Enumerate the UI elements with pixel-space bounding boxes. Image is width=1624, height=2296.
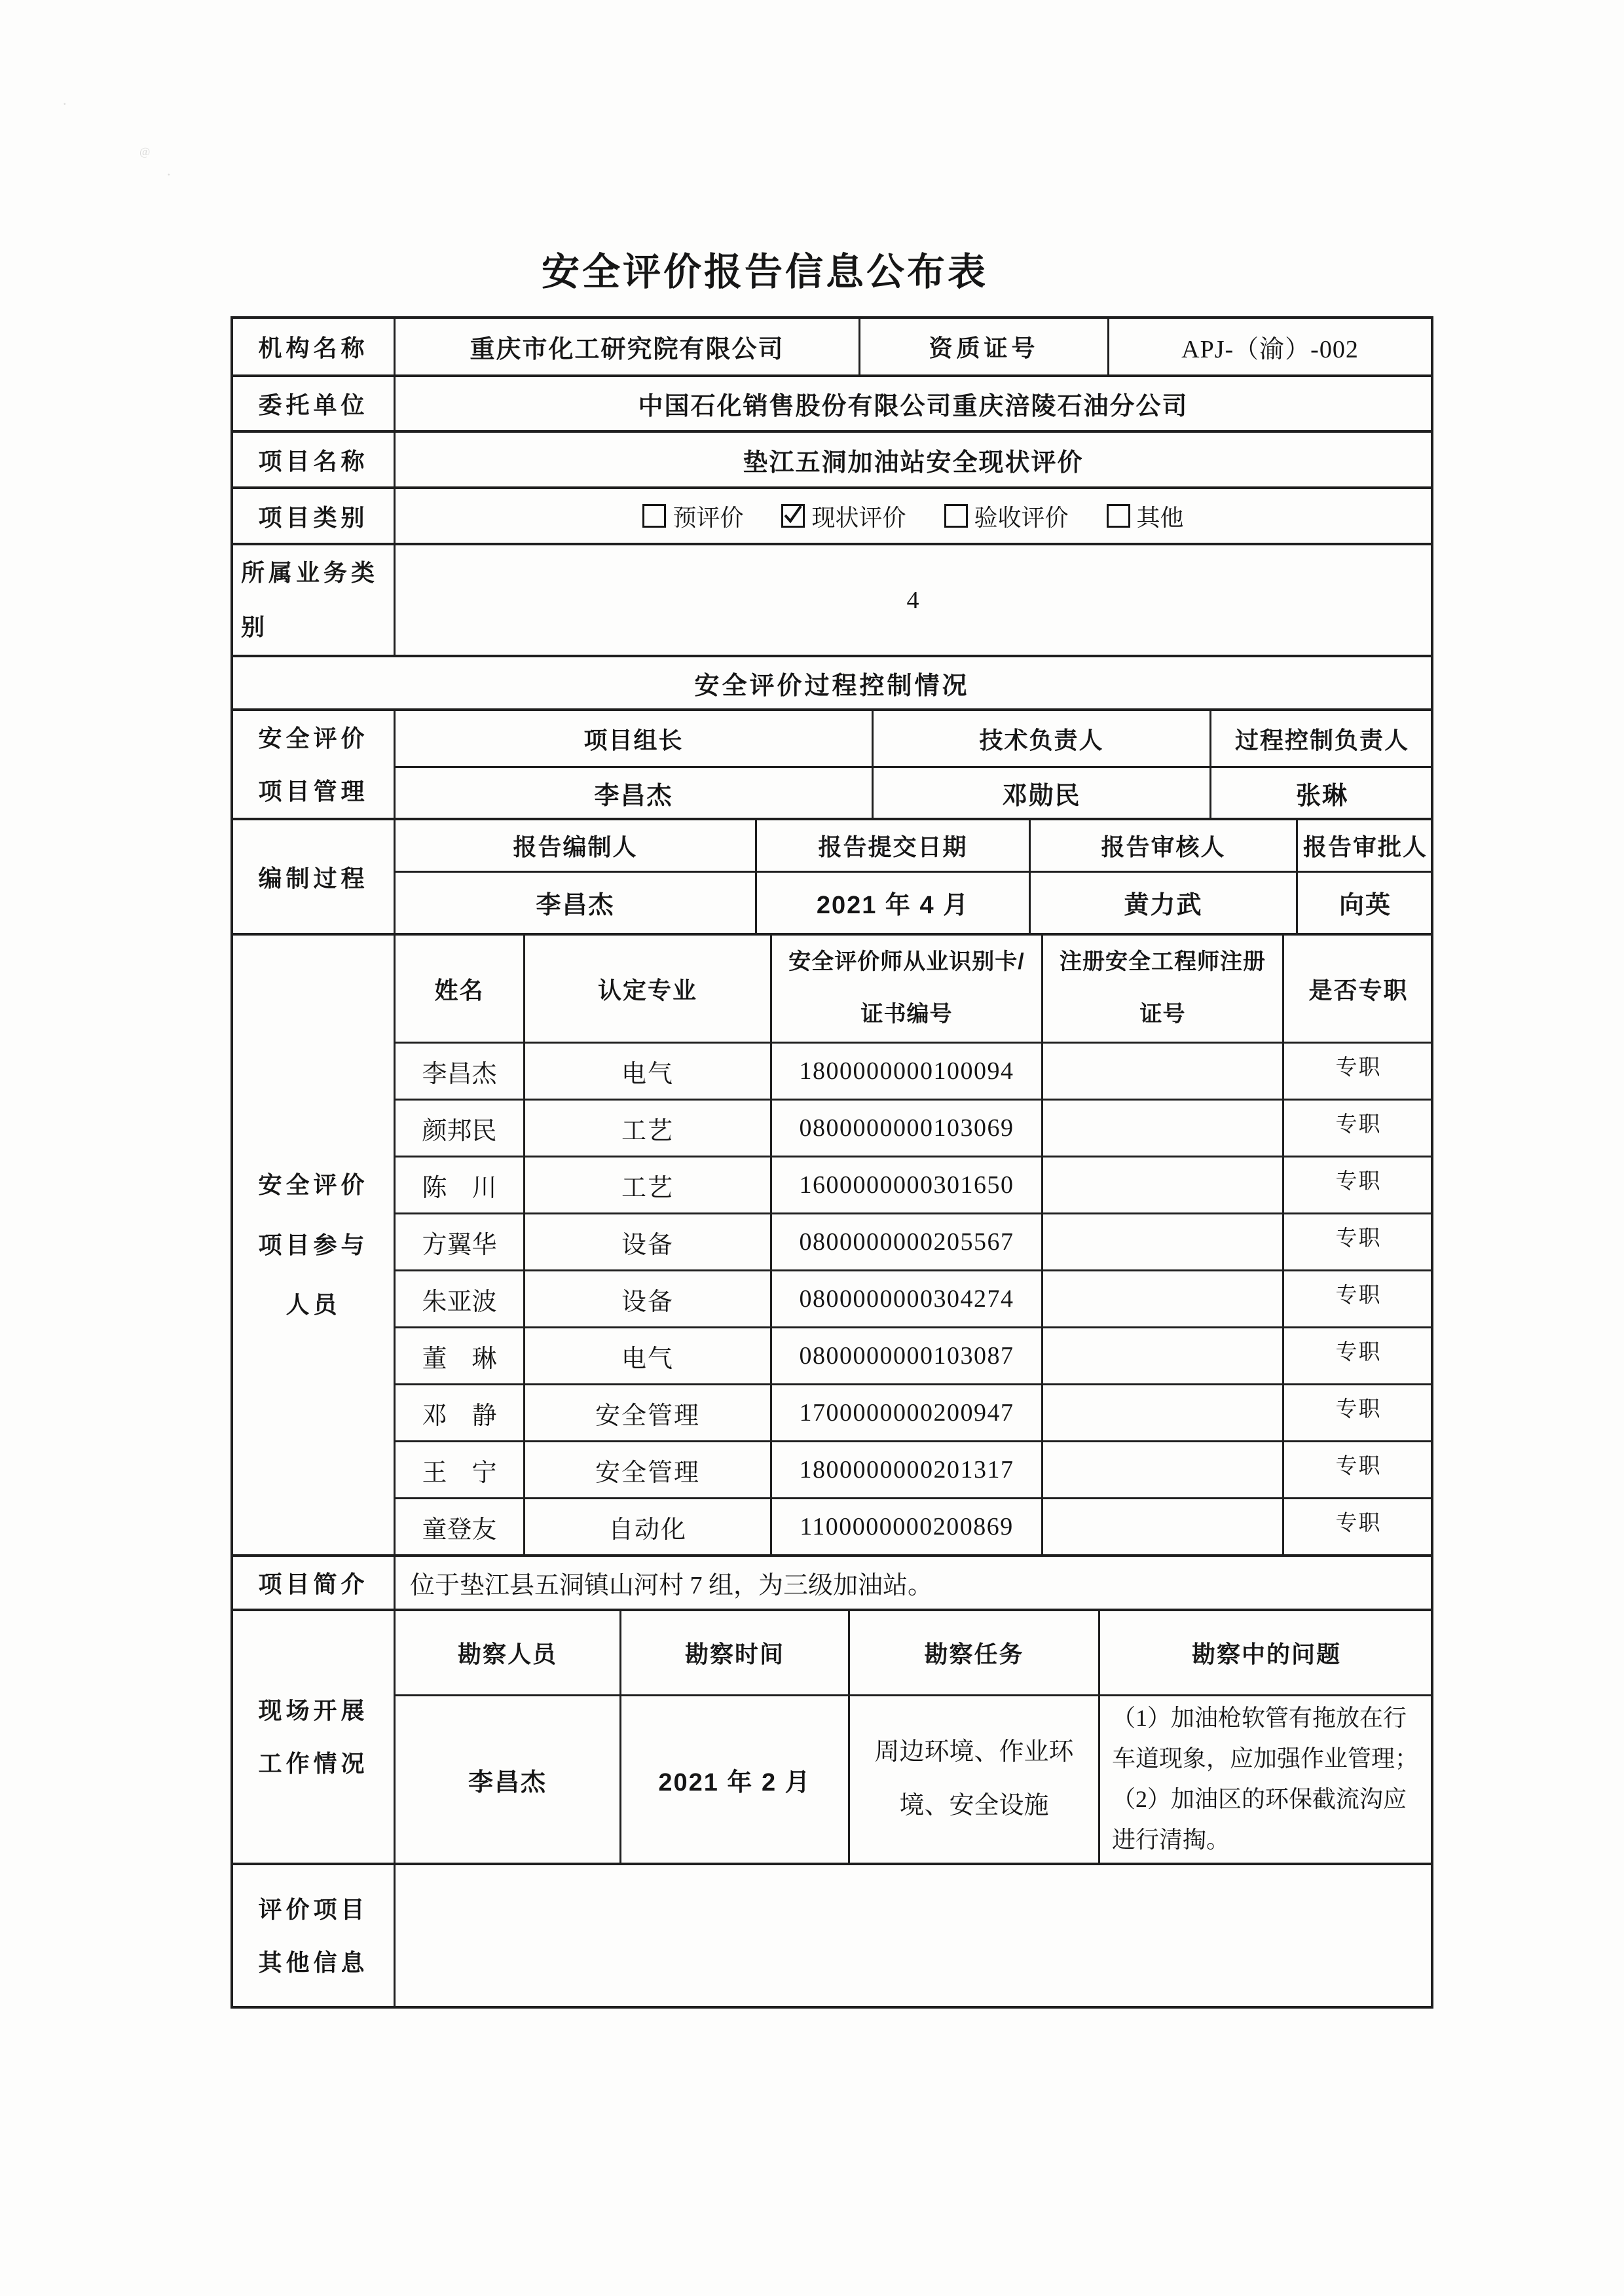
project-category-options xyxy=(394,489,1431,543)
row-client xyxy=(233,374,1431,430)
row-other-info xyxy=(233,1863,1431,2006)
process-control-title: 安全评价过程控制情况 xyxy=(694,672,970,700)
brief-label: 项目简介 xyxy=(258,1571,369,1597)
participant-fulltime: 专职 xyxy=(1282,1442,1433,1497)
participant-row xyxy=(396,1269,1431,1326)
participant-card-no: 1600000000301650 xyxy=(770,1157,1041,1212)
team-leader-value: 李昌杰 xyxy=(594,782,673,810)
participant-name: 王 宁 xyxy=(422,1459,497,1487)
participants-header-row xyxy=(396,936,1431,1042)
category-option-label: 其他 xyxy=(1136,504,1184,531)
scan-artifact: . xyxy=(63,92,67,108)
participant-fulltime: 专职 xyxy=(1282,1214,1433,1269)
participant-major: 电气 xyxy=(523,1328,770,1383)
participant-reg-no xyxy=(1041,1271,1282,1326)
checkbox-unchecked-icon xyxy=(642,504,666,528)
scan-artifact: ﹫ xyxy=(138,143,153,160)
participant-card-no: 0800000000103069 xyxy=(770,1101,1041,1156)
checkbox-unchecked-icon xyxy=(1107,504,1130,528)
project-name-label: 项目名称 xyxy=(258,447,369,475)
participant-reg-no xyxy=(1041,1157,1282,1212)
participant-major: 设备 xyxy=(523,1271,770,1326)
other-info-label: 评价项目其他信息 xyxy=(258,1895,369,1976)
participant-major: 工艺 xyxy=(523,1101,770,1156)
row-process-control-band xyxy=(233,655,1431,708)
management-header-row xyxy=(396,711,1431,766)
report-approver-header: 报告审批人 xyxy=(1296,820,1433,871)
compilation-header-row xyxy=(396,820,1431,871)
participant-name: 朱亚波 xyxy=(422,1288,497,1316)
participant-fulltime: 专职 xyxy=(1282,1499,1433,1554)
business-type-value: 4 xyxy=(394,545,1431,655)
survey-person-value: 李昌杰 xyxy=(468,1768,547,1796)
client-value: 中国石化销售股份有限公司重庆涪陵石油分公司 xyxy=(394,377,1431,430)
category-option-other xyxy=(1107,500,1184,533)
scan-artifact: . xyxy=(167,162,171,179)
survey-problems-value: （1）加油枪软管有拖放在行车道现象，应加强作业管理；（2）加油区的环保截流沟应进行清掏。 xyxy=(1098,1696,1433,1863)
participant-major: 电气 xyxy=(523,1044,770,1099)
report-date-header: 报告提交日期 xyxy=(755,820,1029,871)
client-label: 委托单位 xyxy=(258,392,369,418)
major-header: 认定专业 xyxy=(523,936,770,1042)
participant-row xyxy=(396,1099,1431,1156)
participant-row xyxy=(396,1156,1431,1212)
report-reviewer-value: 黄力武 xyxy=(1029,873,1296,933)
category-option-label: 预评价 xyxy=(673,504,744,531)
row-site-work xyxy=(233,1609,1431,1863)
participant-card-no: 0800000000304274 xyxy=(770,1271,1041,1326)
participant-fulltime: 专职 xyxy=(1282,1157,1433,1212)
survey-task-value: 周边环境、作业环境、安全设施 xyxy=(848,1696,1098,1863)
project-category-label: 项目类别 xyxy=(258,503,369,531)
participant-card-no: 1800000000100094 xyxy=(770,1044,1041,1099)
team-leader-header: 项目组长 xyxy=(583,726,684,754)
participant-major: 安全管理 xyxy=(523,1385,770,1440)
survey-time-value: 2021 年 2 月 xyxy=(619,1696,848,1863)
participant-name: 邓 静 xyxy=(422,1402,497,1430)
category-option-pre xyxy=(642,500,743,533)
participant-row xyxy=(396,1383,1431,1440)
report-reviewer-header: 报告审核人 xyxy=(1029,820,1296,871)
compilation-value-row xyxy=(396,871,1431,933)
survey-problems-header: 勘察中的问题 xyxy=(1098,1611,1433,1694)
report-author-header: 报告编制人 xyxy=(513,833,638,860)
participant-name: 董 琳 xyxy=(422,1345,497,1373)
survey-time-header: 勘察时间 xyxy=(619,1611,848,1694)
participant-major: 安全管理 xyxy=(523,1442,770,1497)
page-title: 安全评价报告信息公布表 xyxy=(541,251,989,293)
project-name-value: 垫江五洞加油站安全现状评价 xyxy=(394,433,1431,486)
info-table xyxy=(231,316,1433,2009)
row-compilation xyxy=(233,818,1431,933)
management-label: 安全评价项目管理 xyxy=(258,724,369,805)
participant-major: 工艺 xyxy=(523,1157,770,1212)
compilation-label: 编制过程 xyxy=(258,864,369,892)
technical-lead-value: 邓勋民 xyxy=(872,768,1209,818)
participant-reg-no xyxy=(1041,1385,1282,1440)
participant-row xyxy=(396,1042,1431,1099)
process-control-lead-header: 过程控制负责人 xyxy=(1209,711,1433,766)
category-option-label: 现状评价 xyxy=(811,504,906,531)
report-date-value: 2021 年 4 月 xyxy=(755,873,1029,933)
participant-reg-no xyxy=(1041,1101,1282,1156)
fulltime-header: 是否专职 xyxy=(1282,936,1433,1042)
participant-name: 童登友 xyxy=(422,1516,497,1544)
participant-reg-no xyxy=(1041,1328,1282,1383)
survey-task-header: 勘察任务 xyxy=(848,1611,1098,1694)
check-icon xyxy=(782,503,804,526)
site-work-header-row xyxy=(396,1611,1431,1694)
participant-reg-no xyxy=(1041,1442,1282,1497)
participant-fulltime: 专职 xyxy=(1282,1328,1433,1383)
category-option-acceptance xyxy=(944,500,1069,533)
row-business-type xyxy=(233,543,1431,655)
participant-reg-no xyxy=(1041,1499,1282,1554)
participant-name: 方翼华 xyxy=(422,1231,497,1259)
category-option-current xyxy=(781,500,906,533)
category-option-label: 验收评价 xyxy=(974,504,1069,531)
technical-lead-header: 技术负责人 xyxy=(872,711,1209,766)
business-type-label: 所属业务类别 xyxy=(241,558,379,640)
participant-card-no: 1800000000201317 xyxy=(770,1442,1041,1497)
org-name-value: 重庆市化工研究院有限公司 xyxy=(394,319,858,374)
site-work-label: 现场开展工作情况 xyxy=(258,1697,369,1777)
participant-major: 自动化 xyxy=(523,1499,770,1554)
participant-fulltime: 专职 xyxy=(1282,1271,1433,1326)
name-header: 姓名 xyxy=(434,976,485,1004)
participant-row xyxy=(396,1212,1431,1269)
row-participants xyxy=(233,933,1431,1554)
checkbox-checked-icon xyxy=(781,504,805,528)
participant-card-no: 0800000000205567 xyxy=(770,1214,1041,1269)
participant-row xyxy=(396,1326,1431,1383)
row-category xyxy=(233,486,1431,543)
participant-card-no: 1700000000200947 xyxy=(770,1385,1041,1440)
card-no-header: 安全评价师从业识别卡/证书编号 xyxy=(770,936,1041,1042)
participant-fulltime: 专职 xyxy=(1282,1044,1433,1099)
participant-name: 颜邦民 xyxy=(422,1117,497,1145)
participant-reg-no xyxy=(1041,1214,1282,1269)
participant-reg-no xyxy=(1041,1044,1282,1099)
reg-no-header: 注册安全工程师注册证号 xyxy=(1041,936,1282,1042)
management-value-row xyxy=(396,766,1431,818)
participant-name: 陈 川 xyxy=(422,1174,497,1202)
participant-card-no: 0800000000103087 xyxy=(770,1328,1041,1383)
participant-fulltime: 专职 xyxy=(1282,1385,1433,1440)
participant-name: 李昌杰 xyxy=(422,1060,497,1088)
survey-person-header: 勘察人员 xyxy=(457,1641,557,1667)
process-control-lead-value: 张琳 xyxy=(1209,768,1433,818)
checkbox-unchecked-icon xyxy=(944,504,968,528)
row-management xyxy=(233,708,1431,818)
row-org xyxy=(233,319,1431,374)
report-author-value: 李昌杰 xyxy=(536,892,615,920)
report-approver-value: 向英 xyxy=(1296,873,1433,933)
participant-row xyxy=(396,1497,1431,1554)
brief-value: 位于垫江县五洞镇山河村 7 组，为三级加油站。 xyxy=(394,1557,1431,1609)
participant-major: 设备 xyxy=(523,1214,770,1269)
row-brief xyxy=(233,1554,1431,1609)
participant-fulltime: 专职 xyxy=(1282,1101,1433,1156)
cert-no-value: APJ-（渝）-002 xyxy=(1107,319,1431,374)
row-project xyxy=(233,430,1431,486)
participants-label: 安全评价项目参与人员 xyxy=(258,1171,369,1319)
other-info-value xyxy=(394,1865,1431,2006)
cert-no-label: 资质证号 xyxy=(858,319,1107,374)
site-work-value-row xyxy=(396,1694,1431,1863)
participant-card-no: 1100000000200869 xyxy=(770,1499,1041,1554)
participant-row xyxy=(396,1440,1431,1497)
org-name-label: 机构名称 xyxy=(258,335,369,361)
